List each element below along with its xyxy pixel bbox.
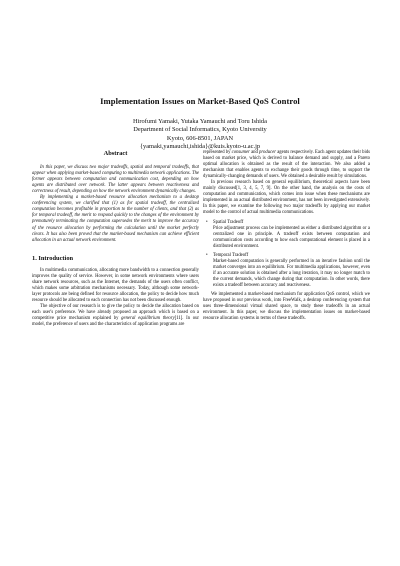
tradeoff-list: [203, 220, 370, 290]
text-run: producer: [259, 150, 277, 155]
body-paragraph: [32, 304, 199, 328]
affiliation: Department of Social Informatics, Kyoto University: [133, 126, 267, 134]
body-paragraph: In previous research based on general equilibrium, theoretical aspects have been mainly discussed[1, 3, 4, 5, 7, 9]. On the other hand, the analysis on the costs of computation and communication, which comes into issue when these mechanisms are implemented in an actual distributed environment, has not been investigated extensively. In this paper, we examine the following two major tradeoffs by applying our market model to the control of actual multimedia communications.: [203, 180, 370, 216]
body-paragraph: [203, 150, 370, 180]
body-paragraph: We implemented a market-based mechanism for application QoS control, which we have proposed in our previous work, into FreeWalk, a desktop conferencing system that uses three-dimensional virtual shared space, to study these tradeoffs in an actual environment. In this paper, we discuss the implementation issues on market-based resource allocation systems in terms of these tradeoffs.: [203, 292, 370, 322]
body-paragraph: In multimedia communication, allocating more bandwidth to a connection generally improves the quality of service. However, in some network environments where users share network resources, such as the Internet, the demands of the users often conflict, which makes some arbitration mechanisms necessary. Today, although some network-layer protocols are being defined for resource allocation, the policy to decide how much resource should be allocated to each connection has not been discussed enough.: [32, 267, 199, 303]
text-run: general equilibrium theory: [121, 316, 175, 322]
list-item: [203, 253, 370, 289]
list-item: [203, 220, 370, 250]
list-item-heading: Temporal Tradeoff: [213, 252, 249, 258]
text-run: The objective of our research is to give the policy to decide the allocation based on each user's preference. We have already proposed an approach which is based on a competitive price mechanism explained by: [32, 303, 199, 322]
bullet-icon: •: [206, 252, 208, 258]
email: {yamaki,yamauchi,ishida}@kuis.kyoto-u.ac.jp: [139, 143, 261, 151]
left-column: [32, 151, 199, 328]
list-item-heading: Spatial Tradeoff: [213, 219, 244, 225]
text-run: [11]. In our model, the preference of users and the characteristics of application programs are: [32, 316, 199, 328]
author-block: [0, 118, 400, 152]
abstract-paragraph: By implementing a market-based resource allocation mechanism to a desktop conferencing system, we clarified that (1) as for spatial tradeoff, the centralized computation becomes profitable in proportion to the number of clients, and that (2) as for temporal tradeoff, the merit to respond quickly to the changes of the environment by prematurely terminating the computation supersedes the merit to improve the accuracy of the resource allocation by performing the calculation until the market perfectly clears. It has also been proved that the market-based mechanism can achieve efficient allocation in an actual network environment.: [32, 195, 199, 243]
abstract-paragraph: In this paper, we discuss two major tradeoffs, spatial and temporal tradeoffs, that appear when applying market-based computing to multimedia network applications. The former appears between computation and communication cost, depending on how agents are distributed over network. The latter appears between reactiveness and correctness of result, depending on how the network environment dynamically changes.: [32, 165, 199, 195]
text-run: consumer: [231, 150, 250, 155]
right-column: [203, 150, 370, 322]
list-item-text: Price adjustment process can be implemented as either a distributed algorithm or a centralized one in principle. A tradeoff exists between computation and communication costs according to how each computational element is placed in a distributed environment.: [213, 225, 370, 249]
introduction-heading: 1. Introduction: [32, 254, 74, 262]
abstract-heading: Abstract: [103, 150, 128, 157]
author-names: Hirofumi Yamaki, Yutaka Yamauchi and Toru Ishida: [133, 118, 267, 125]
address: Kyoto, 606-8501, JAPAN: [166, 134, 234, 142]
abstract-section: [32, 151, 199, 244]
bullet-icon: •: [206, 219, 208, 225]
text-run: and: [249, 150, 260, 155]
text-run: represented by: [203, 150, 232, 155]
text-run: agents respectively. Each agent updates their bids based on market price, which is derived to balance demand and supply, and a Pareto optimal allocation is obtained as the result of the interaction. We also added a mechanism that enables agents to exchange their goods through time, to support the dynamically-changing demands of users. We obtained a desirable result by simulations.: [203, 150, 370, 180]
list-item-text: Market-based computation is generally performed in an iterative fashion until the market converges into an equilibrium. For multimedia applications, however, even if an accurate solution is obtained after a long iteration, it may no longer match to the current demands, which change during that computation. In other words, there exists a tradeoff between accuracy and reactiveness.: [213, 258, 370, 288]
introduction-section: [32, 256, 199, 329]
paper-title: Implementation Issues on Market-Based QoS Control: [100, 96, 300, 106]
